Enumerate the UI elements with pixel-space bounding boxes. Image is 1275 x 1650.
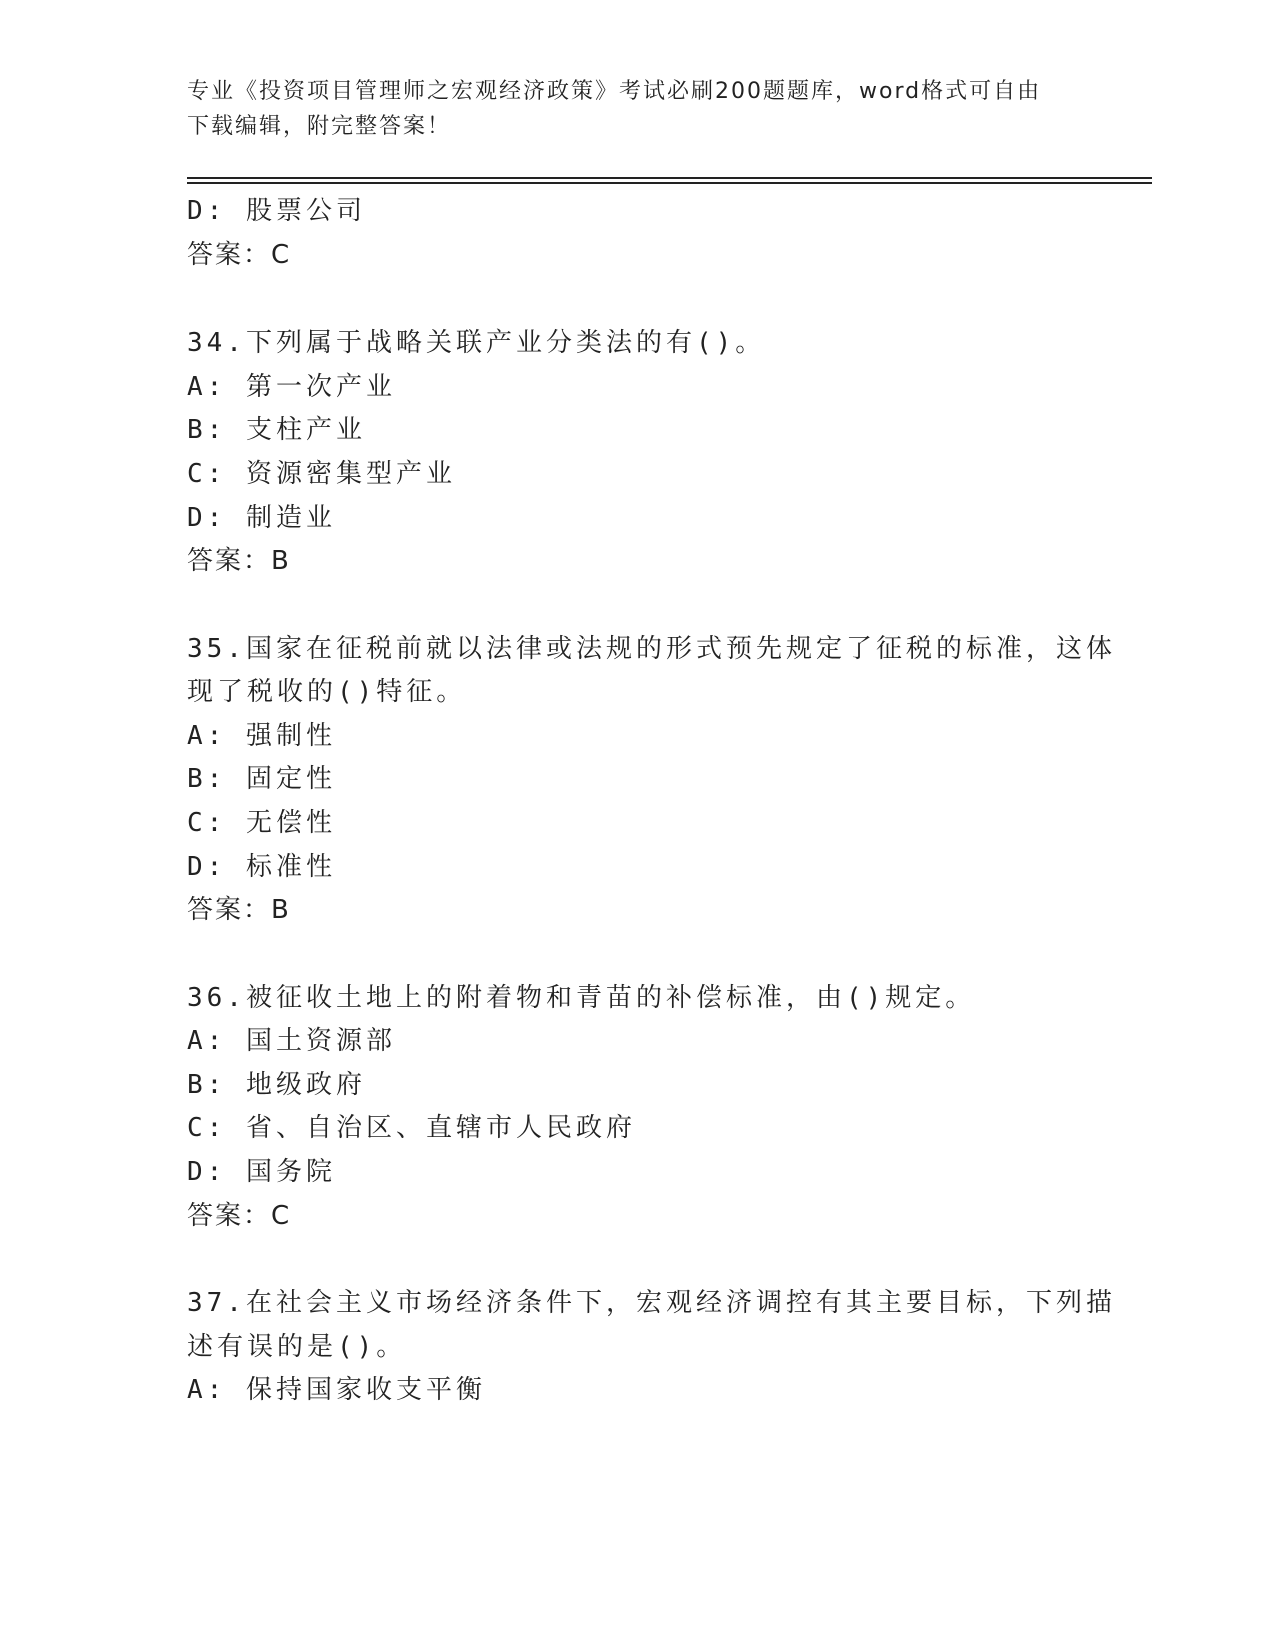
q34-option-c: C: 资源密集型产业 xyxy=(187,459,456,489)
q35-option-c: C: 无偿性 xyxy=(187,808,336,838)
q35-option-d: D: 标准性 xyxy=(187,852,336,882)
q36-option-a: A: 国土资源部 xyxy=(187,1026,396,1056)
q35-stem-line-2: 现了税收的()特征。 xyxy=(187,677,467,707)
q36-option-d: D: 国务院 xyxy=(187,1157,336,1187)
q35-option-a: A: 强制性 xyxy=(187,721,336,751)
prev-answer: 答案：C xyxy=(187,240,292,270)
q34-answer: 答案：B xyxy=(187,546,291,576)
q35-answer: 答案：B xyxy=(187,895,291,925)
q36-option-b: B: 地级政府 xyxy=(187,1070,366,1100)
q35-stem-line-1: 35.国家在征税前就以法律或法规的形式预先规定了征税的标准，这体 xyxy=(187,634,1116,664)
q36-answer: 答案：C xyxy=(187,1201,292,1231)
q36-option-c: C: 省、自治区、直辖市人民政府 xyxy=(187,1113,636,1143)
header-line-2: 下载编辑，附完整答案！ xyxy=(187,114,452,139)
q34-option-b: B: 支柱产业 xyxy=(187,415,366,445)
document-header xyxy=(187,74,1087,144)
q37-stem-line-1: 37.在社会主义市场经济条件下，宏观经济调控有其主要目标，下列描 xyxy=(187,1288,1116,1318)
header-divider-top xyxy=(187,177,1152,179)
q37-option-a: A: 保持国家收支平衡 xyxy=(187,1375,486,1405)
q34-option-a: A: 第一次产业 xyxy=(187,372,396,402)
q36-stem: 36.被征收土地上的附着物和青苗的补偿标准，由()规定。 xyxy=(187,983,976,1013)
prev-option-d: D: 股票公司 xyxy=(187,196,366,226)
q34-stem: 34.下列属于战略关联产业分类法的有()。 xyxy=(187,328,766,358)
q35-option-b: B: 固定性 xyxy=(187,764,336,794)
header-line-1: 专业《投资项目管理师之宏观经济政策》考试必刷200题题库，word格式可自由 xyxy=(187,79,1042,104)
header-divider-bottom xyxy=(187,182,1152,184)
q37-stem-line-2: 述有误的是()。 xyxy=(187,1332,407,1362)
q34-option-d: D: 制造业 xyxy=(187,503,336,533)
